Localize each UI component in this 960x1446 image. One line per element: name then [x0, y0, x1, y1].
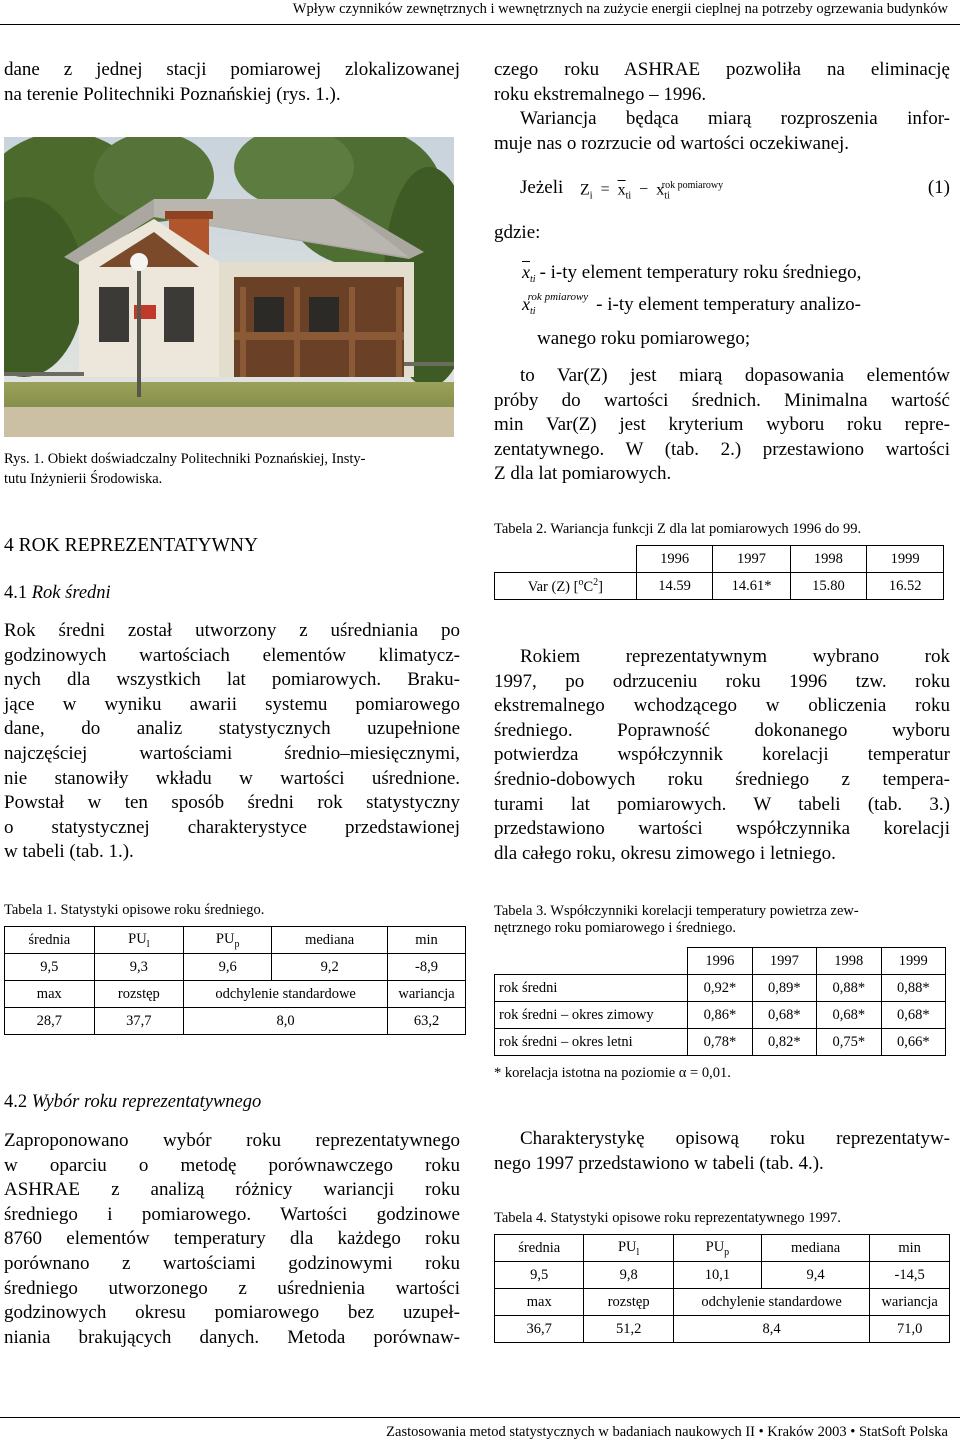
table-row: [495, 573, 944, 600]
table-cell: 0,86*: [688, 1002, 752, 1029]
table-cell: Var (Z) $[^oC^2]$: [495, 573, 637, 600]
table-cell: 9,5: [5, 954, 95, 981]
symbol-superscript: rok pmiarowy: [527, 290, 589, 303]
table-cell: 0,82*: [752, 1029, 816, 1056]
text-line: czego roku ASHRAE pozwoliła na eliminację: [494, 59, 950, 80]
text-line: Powstał w ten sposób średni rok statystyczny: [4, 792, 460, 814]
table-cell: 16.52: [867, 573, 944, 600]
definition-2: $x_{ti}^{rok pmiarowy} - i-ty$ element temperatury analizo-: [522, 290, 861, 318]
table-cell: 1996: [636, 546, 713, 573]
subsection-number: 4.1: [4, 583, 28, 603]
table-cell: 14.61*: [713, 573, 790, 600]
table-cell: 1997: [713, 546, 790, 573]
table-row: [5, 927, 466, 954]
table-cell: -14,5: [870, 1262, 950, 1289]
table-cell: $PU_p$: [184, 927, 272, 954]
table-cell: 9,4: [761, 1262, 869, 1289]
table-cell: 9,6: [184, 954, 272, 981]
caption-line: Rys. 1. Obiekt doświadczalny Politechniki Poznańskiej, Insty-: [4, 451, 366, 467]
text-line: Rokiem reprezentatywnym wybrano rok: [520, 646, 950, 667]
text-line: to Var(Z) jest miarą dopasowania elementów: [520, 365, 950, 386]
definition-text: wanego roku pomiarowego;: [537, 328, 751, 349]
table-cell: odchylenie standardowe: [673, 1289, 869, 1316]
figure-caption: [4, 449, 460, 489]
table-cell: mediana: [761, 1235, 869, 1262]
text-line: dla całego roku, okresu zimowego i letniego.: [494, 842, 836, 864]
text-line: o statystycznej charakterystyce przedstawionej: [4, 816, 460, 838]
table-cell: 9,2: [272, 954, 388, 981]
table-cell: 37,7: [94, 1008, 184, 1035]
table-cell: 0,88*: [881, 975, 945, 1002]
equation-1: [520, 176, 952, 212]
table-cell: rozstęp: [94, 981, 184, 1008]
table-caption: Tabela 4. Statystyki opisowe roku reprezentatywnego 1997.: [494, 1210, 841, 1226]
text-line: średniego utworzonego z uśrednienia wartości: [4, 1277, 460, 1299]
table-cell-empty: [495, 948, 688, 975]
section-4-heading: [4, 535, 460, 557]
text-line: potwierdza współczynnik korelacji temperatur: [494, 744, 950, 766]
text-line: jące w wyniku awarii systemu pomiarowego: [4, 693, 460, 715]
left-intro: [4, 58, 460, 107]
text-line: 1997, po odrzuceniu roku 1996 tzw. roku: [494, 670, 950, 692]
gdzie-label: [494, 222, 540, 244]
table-4-caption: [494, 1208, 950, 1228]
table-cell: mediana: [272, 927, 388, 954]
text-line: na terenie Politechniki Poznańskiej (rys. 1.).: [4, 83, 341, 105]
definition-text: - i-ty element temperatury roku średniego,: [539, 262, 862, 283]
table-row: [495, 975, 946, 1002]
caption-line: tutu Inżynierii Środowiska.: [4, 471, 163, 487]
table-cell: 14.59: [636, 573, 713, 600]
table-cell: 51,2: [584, 1316, 673, 1343]
subsection-title: Wybór roku reprezentatywnego: [31, 1092, 262, 1112]
table-cell: 10,1: [673, 1262, 761, 1289]
running-header: [0, 0, 960, 22]
table-2-caption: [494, 519, 950, 539]
table-3-note: [494, 1063, 950, 1083]
table-cell: $PU_p$: [673, 1235, 761, 1262]
table-cell: -8,9: [388, 954, 466, 981]
text-line: min Var(Z) jest kryterium wyboru roku repre-: [494, 414, 950, 436]
text-line: Z dla lat pomiarowych.: [494, 463, 672, 485]
text-line: w tabeli (tab. 1.).: [4, 841, 134, 863]
table-cell: 1999: [881, 948, 945, 975]
text-line: Charakterystykę opisową roku reprezentatyw-: [520, 1128, 950, 1149]
table-cell: 71,0: [870, 1316, 950, 1343]
table-row: [495, 1002, 946, 1029]
table-cell: 8,4: [673, 1316, 869, 1343]
table-cell: 0,89*: [752, 975, 816, 1002]
right-intro: [494, 58, 950, 156]
table-3-caption: [494, 901, 950, 938]
table-cell: 0,78*: [688, 1029, 752, 1056]
table-cell: rok średni – okres letni: [495, 1029, 688, 1056]
text-line: Rok średni został utworzony z uśredniania po: [4, 620, 460, 641]
table-note: * korelacja istotna na poziomie α = 0,01.: [494, 1065, 731, 1081]
text-line: niania brakujących danych. Metoda porównaw-: [4, 1326, 460, 1348]
table-cell: odchylenie standardowe: [184, 981, 388, 1008]
table-cell: średnia: [5, 927, 95, 954]
section-4-2-body: [4, 1129, 460, 1350]
table-1: [4, 926, 466, 1035]
table-caption: Tabela 2. Wariancja funkcji Z dla lat pomiarowych 1996 do 99.: [494, 521, 862, 537]
text-line: próby do wartości średnich. Minimalna wartość: [494, 389, 950, 411]
table-cell: rozstęp: [584, 1289, 673, 1316]
text-line: średniego i pomiarowego. Wartości godzinowe: [4, 1203, 460, 1225]
table-cell: min: [870, 1235, 950, 1262]
gdzie-text: gdzie:: [494, 222, 541, 243]
var-paragraph: [494, 364, 950, 487]
table-row: [495, 1029, 946, 1056]
table-cell: wariancja: [388, 981, 466, 1008]
table-row: [495, 1235, 950, 1262]
table-cell: 1997: [752, 948, 816, 975]
equation-lead: Jeżeli: [520, 177, 564, 198]
table-cell: 1999: [867, 546, 944, 573]
section-4-2-heading: [4, 1092, 460, 1113]
text-line: ekstremalnego wchodzącego w obliczenia roku: [494, 695, 950, 717]
text-line: średnio-dobowych roku średniego z tempera-: [494, 768, 950, 790]
table-cell: 9,3: [94, 954, 184, 981]
table-row: [495, 948, 946, 975]
table-cell: 0,88*: [817, 975, 881, 1002]
definition-1: [522, 262, 952, 285]
equation-number: (1): [927, 177, 950, 198]
building-photo-image: [4, 137, 454, 437]
table-row: [495, 546, 944, 573]
text-line: w oparciu o metodę porównawczego roku: [4, 1154, 460, 1176]
table-cell: rok średni – okres zimowy: [495, 1002, 688, 1029]
table-cell: 9,8: [584, 1262, 673, 1289]
text-line: nego 1997 przedstawiono w tabeli (tab. 4.).: [494, 1152, 824, 1174]
text-line: zentatywnego. W (tab. 2.) przestawiono wartości: [494, 438, 950, 460]
text-line: godzinowych okresu pomiarowego bez uzupeł-: [4, 1302, 460, 1324]
table-2: [494, 545, 944, 600]
text-line: muje nas o rozrzucie od wartości oczekiwanej.: [494, 132, 850, 154]
table-cell: $PU_l$: [584, 1235, 673, 1262]
text-line: Wariancja będąca miarą rozproszenia infor-: [520, 108, 950, 130]
symbol-x-measured: x: [522, 294, 530, 314]
text-line: nych dla wszystkich lat pomiarowych. Braku-: [4, 669, 460, 691]
table-1-caption: [4, 900, 460, 920]
choice-paragraph: [494, 645, 950, 866]
symbol-subscript: ti: [530, 274, 536, 286]
section-heading: 4 ROK REPREZENTATYWNY: [4, 535, 259, 556]
table-cell: 1998: [790, 546, 867, 573]
definition-text: - i-ty element temperatury analizo-: [596, 294, 861, 315]
table-cell: 0,92*: [688, 975, 752, 1002]
table-cell: 63,2: [388, 1008, 466, 1035]
table-row: [495, 1289, 950, 1316]
table-row: [5, 1008, 466, 1035]
table-cell: 0,68*: [881, 1002, 945, 1029]
text-line: średniego. Poprawność dokonanego wyboru: [494, 719, 950, 741]
symbol-x-mean: $\overline{x}$: [522, 262, 530, 282]
table-row: [5, 954, 466, 981]
running-footer: Zastosowania metod statystycznych w badaniach naukowych II • Kraków 2003 • StatSoft Polska: [386, 1424, 948, 1440]
section-4-1-body: [4, 619, 460, 865]
table-cell: 1998: [817, 948, 881, 975]
text-line: Zaproponowano wybór roku reprezentatywnego: [4, 1130, 460, 1151]
table-cell: wariancja: [870, 1289, 950, 1316]
table-row: [495, 1316, 950, 1343]
text-line: 8760 elementów temperatury dla każdego roku: [4, 1228, 460, 1250]
footer-rule: [0, 1417, 960, 1418]
table-cell: 8,0: [184, 1008, 388, 1035]
table-cell: min: [388, 927, 466, 954]
text-line: dane, do analiz statystycznych uzupełnione: [4, 718, 460, 740]
definition-2-cont: [537, 328, 750, 350]
header-title: Wpływ czynników zewnętrznych i wewnętrznych na zużycie energii cieplnej na potrzeby ogrzewania budynków: [292, 1, 948, 17]
caption-line: nętrznego roku pomiarowego i średniego.: [494, 920, 736, 936]
text-line: porównano z wartościami godzinowymi roku: [4, 1252, 460, 1274]
table-cell: 0,68*: [752, 1002, 816, 1029]
text-line: godzinowych wartościach elementów klimatycz-: [4, 644, 460, 666]
table-cell: 0,66*: [881, 1029, 945, 1056]
text-line: turami lat pomiarowych. W tabeli (tab. 3.): [494, 793, 950, 815]
text-line: roku ekstremalnego – 1996.: [494, 83, 707, 105]
caption-line: Tabela 3. Współczynniki korelacji temperatury powietrza zew-: [494, 903, 859, 919]
table-cell: 15.80: [790, 573, 867, 600]
table-cell: rok średni: [495, 975, 688, 1002]
subsection-number: 4.2: [4, 1092, 28, 1112]
table-row: [5, 981, 466, 1008]
table-cell: 0,68*: [817, 1002, 881, 1029]
section-4-1-heading: [4, 583, 460, 604]
table-cell: max: [5, 981, 95, 1008]
table-cell: max: [495, 1289, 584, 1316]
table-cell: 9,5: [495, 1262, 584, 1289]
table-caption: Tabela 1. Statystyki opisowe roku średniego.: [4, 902, 265, 918]
equation-body: $Z_i = \overline{x}_{ti} - x_{ti}^{rok pomiarowy}$: [580, 180, 724, 202]
table-cell: 36,7: [495, 1316, 584, 1343]
table-3: [494, 947, 946, 1056]
table-cell: $PU_l$: [94, 927, 184, 954]
text-line: nie stanowiły wkładu w wartości uśrednione.: [4, 767, 460, 789]
table-cell: 28,7: [5, 1008, 95, 1035]
table-4: [494, 1234, 950, 1343]
subsection-title: Rok średni: [31, 583, 111, 603]
building-photo: [4, 137, 454, 437]
table-row: [495, 1262, 950, 1289]
text-line: ASHRAE z analizą różnicy wariancji roku: [4, 1179, 460, 1201]
table-cell: 0,75*: [817, 1029, 881, 1056]
table-cell: średnia: [495, 1235, 584, 1262]
text-line: dane z jednej stacji pomiarowej zlokalizowanej: [4, 59, 460, 80]
table-cell: 1996: [688, 948, 752, 975]
char-paragraph: [494, 1127, 950, 1176]
table-cell-empty: [495, 546, 637, 573]
header-rule: [0, 24, 960, 25]
text-line: przedstawiono wartości współczynnika korelacji: [494, 818, 950, 840]
text-line: najczęściej wartościami średnio–miesięcznymi,: [4, 742, 460, 764]
